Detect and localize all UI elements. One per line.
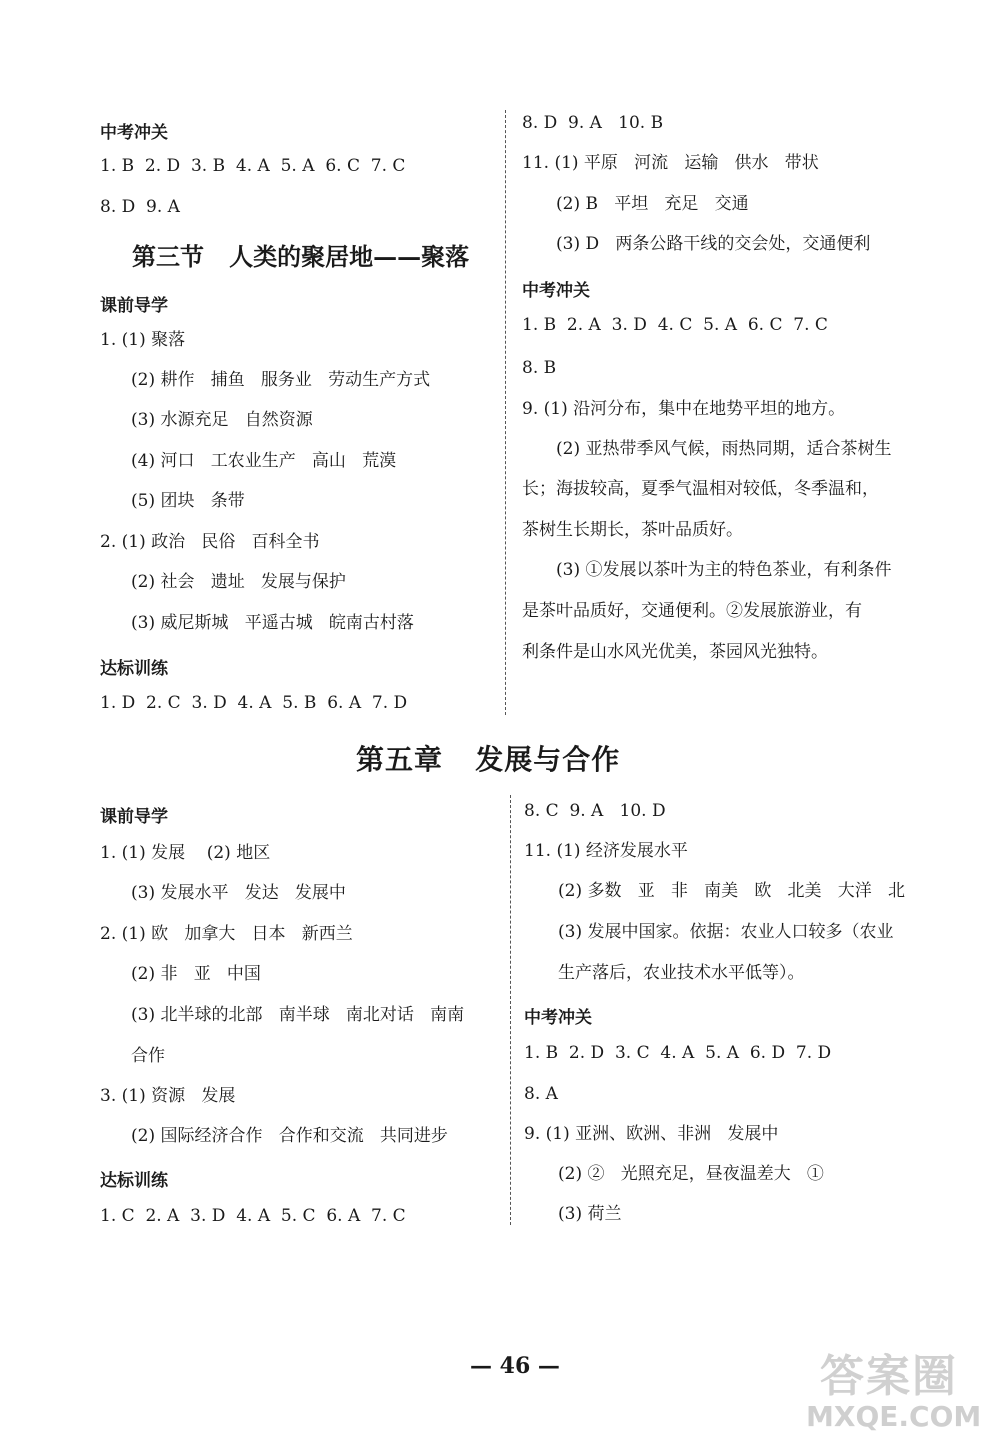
answer-line: (3) D 两条公路干线的交会处，交通便利 (556, 234, 871, 254)
answer-row: 8. A (524, 1084, 558, 1104)
answer-row: 8. C 9. A 10. D (524, 801, 666, 821)
answer-row: 8. D 9. A (100, 197, 180, 217)
heading-zhongkao-2: 中考冲关 (522, 281, 590, 301)
heading-zhongkao-1: 中考冲关 (100, 123, 168, 143)
answer-line: 11. (1) 平原 河流 运输 供水 带状 (522, 153, 819, 173)
answer-line: (3) 发展水平 发达 发展中 (131, 883, 346, 903)
answer-row: 8. B (522, 358, 557, 378)
answer-row: 1. C 2. A 3. D 4. A 5. C 6. A 7. C (100, 1206, 406, 1226)
answer-line: (2) 非 亚 中国 (131, 964, 261, 984)
answer-row: 1. B 2. A 3. D 4. C 5. A 6. C 7. C (522, 315, 828, 335)
answer-row: 1. B 2. D 3. B 4. A 5. A 6. C 7. C (100, 156, 406, 176)
section-title: 第三节 人类的聚居地——聚落 (132, 242, 470, 271)
page-number: — 46 — (470, 1353, 560, 1379)
answer-line: 1. (1) 聚落 (100, 330, 186, 350)
heading-dabiao: 达标训练 (100, 1171, 168, 1191)
answer-line: 2. (1) 欧 加拿大 日本 新西兰 (100, 924, 353, 944)
chapter-title: 第五章 发展与合作 (356, 743, 621, 776)
answer-row: 1. D 2. C 3. D 4. A 5. B 6. A 7. D (100, 693, 408, 713)
answer-line: (3) 发展中国家。依据：农业人口较多（农业 (558, 922, 894, 942)
answer-line: 2. (1) 政治 民俗 百科全书 (100, 532, 320, 552)
answer-line: (3) 威尼斯城 平遥古城 皖南古村落 (131, 613, 414, 633)
answer-line: (2) 耕作 捕鱼 服务业 劳动生产方式 (131, 370, 431, 390)
answer-line: (5) 团块 条带 (131, 491, 245, 511)
answer-line: (2) 多数 亚 非 南美 欧 北美 大洋 北 (558, 881, 905, 901)
answer-line: (2) ② 光照充足，昼夜温差大 ① (558, 1164, 824, 1184)
heading-keqian: 课前导学 (100, 296, 168, 316)
answer-line: (2) 社会 遗址 发展与保护 (131, 572, 346, 592)
answer-line: 1. (1) 发展 (2) 地区 (100, 843, 271, 863)
answer-line: (3) 荷兰 (558, 1204, 622, 1224)
column-divider (510, 795, 511, 1225)
heading-zhongkao-3: 中考冲关 (524, 1008, 592, 1028)
heading-dabiao: 达标训练 (100, 659, 168, 679)
answer-line: (3) ①发展以茶叶为主的特色茶业，有利条件 (556, 560, 892, 580)
answer-line: (3) 水源充足 自然资源 (131, 410, 313, 430)
answer-line: 生产落后，农业技术水平低等）。 (558, 963, 805, 983)
answer-line: (2) B 平坦 充足 交通 (556, 194, 749, 214)
answer-line: (2) 国际经济合作 合作和交流 共同进步 (131, 1126, 448, 1146)
answer-line: 3. (1) 资源 发展 (100, 1086, 236, 1106)
answer-row: 8. D 9. A 10. B (522, 113, 664, 133)
answer-line: 11. (1) 经济发展水平 (524, 841, 688, 861)
answer-line: (2) 亚热带季风气候，雨热同期，适合茶树生 (556, 439, 892, 459)
answer-line: (4) 河口 工农业生产 高山 荒漠 (131, 451, 397, 471)
answer-line: 茶树生长期长，茶叶品质好。 (522, 520, 743, 540)
answer-line: 9. (1) 沿河分布，集中在地势平坦的地方。 (522, 399, 846, 419)
answer-line: 9. (1) 亚洲、欧洲、非洲 发展中 (524, 1124, 779, 1144)
heading-keqian: 课前导学 (100, 807, 168, 827)
answer-line: 合作 (131, 1046, 165, 1066)
answer-line: 长；海拔较高，夏季气温相对较低，冬季温和， (522, 479, 879, 499)
watermark-logo-text: 答案圈 (820, 1351, 958, 1402)
watermark-site: MXQE.COM (806, 1400, 982, 1433)
answer-line: 利条件是山水风光优美，茶园风光独特。 (522, 642, 828, 662)
column-divider (505, 110, 506, 715)
answer-line: (3) 北半球的北部 南半球 南北对话 南南 (131, 1005, 465, 1025)
answer-row: 1. B 2. D 3. C 4. A 5. A 6. D 7. D (524, 1043, 832, 1063)
watermark-logo (800, 1340, 990, 1440)
answer-line: 是茶叶品质好，交通便利。②发展旅游业，有 (522, 601, 862, 621)
